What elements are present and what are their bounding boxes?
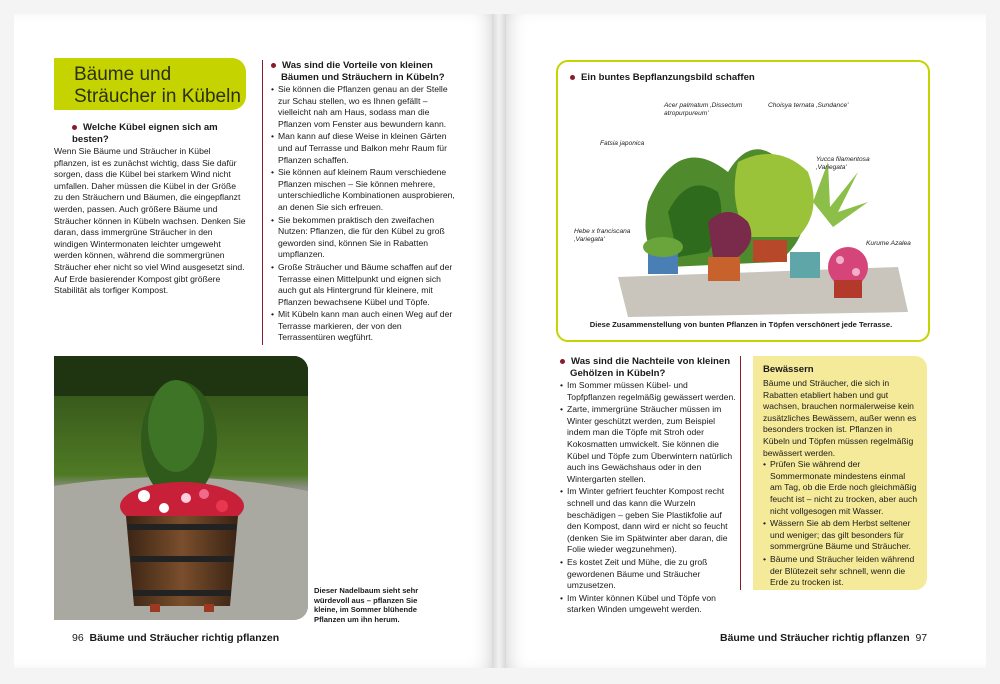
list-item: • Sie bekommen praktisch den zweifachen Nutzen: Pflanzen, die für den Kübel zu groß geworden sind, können Sie in Rabatten umpflanzen. xyxy=(271,215,457,261)
left-column-1 xyxy=(54,122,246,297)
right-column-2 xyxy=(740,356,929,590)
watering-title: Bewässern xyxy=(763,364,814,375)
label-hebe: Hebe x franciscana ‚Variegata' xyxy=(574,228,631,243)
question-heading-2: Was sind die Vorteile von kleinen Bäumen und Sträuchern in Kübeln? xyxy=(271,60,457,84)
chapter-title: Bäume und Sträucher in Kübeln xyxy=(74,64,241,107)
running-title-left: Bäume und Sträucher richtig pflanzen xyxy=(89,632,280,644)
list-item: • Bäume und Sträucher leiden während der Blütezeit sehr schnell, wenn die Erde zu trocken ist. xyxy=(763,554,919,589)
list-item: • Sie können die Pflanzen genau an der Stelle zur Schau stellen, wo es Ihnen gefällt – vielleicht nah am Haus, sodass man die Pflanzen vom Fenster aus bewundern kann. xyxy=(271,84,457,130)
left-column-2 xyxy=(262,60,457,345)
list-item: • Mit Kübeln kann man auch einen Weg auf der Terrasse markieren, der von den Terrassentüren wegführt. xyxy=(271,309,457,344)
conifer-barrel-photo xyxy=(54,356,308,620)
right-column-1 xyxy=(560,356,736,617)
footer-right xyxy=(720,632,927,644)
watering-info-box xyxy=(753,356,927,590)
page-number-right: 97 xyxy=(915,632,928,644)
watering-list xyxy=(763,459,919,589)
label-fatsia: Fatsia japonica xyxy=(600,140,645,147)
list-item: • Im Winter gefriert feuchter Kompost recht schnell und das kann die Wurzeln beschädigen – geben Sie Plastikfolie auf den Kompost, dann wird er nicht so feucht (denken Sie im Spätwinter aber daran, die Folie wieder wegzunehmen). xyxy=(560,486,736,556)
illustration-title: Ein buntes Bepflanzungsbild schaffen xyxy=(570,72,755,84)
footer-left xyxy=(72,632,279,644)
watering-text: Bäume und Sträucher, die sich in Rabatten etabliert haben und gut wachsen, brauchen normalerweise kein zusätzliches Bewässern, außer wenn es besonders trocken ist. Pflanzen in Kübeln und Töpfen müssen regelmäßig bewässert werden. xyxy=(763,378,917,458)
book-gutter xyxy=(492,14,506,668)
chapter-title-box xyxy=(54,58,246,110)
question-heading-3: Was sind die Nachteile von kleinen Gehölzen in Kübeln? xyxy=(560,356,736,380)
label-yucca: Yucca filamentosa ‚Variegata' xyxy=(816,156,870,171)
list-item: • Sie können auf kleinem Raum verschiedene Pflanzen mischen – Sie können mehrere, unterschiedliche Kombinationen ausprobieren, an denen Sie sich erfreuen. xyxy=(271,167,457,213)
bullet-dot-icon xyxy=(271,63,276,68)
list-item: • Man kann auf diese Weise in kleinen Gärten und auf Terrasse und Balkon mehr Raum für Pflanzen schaffen. xyxy=(271,131,457,166)
bullet-dot-icon xyxy=(72,125,77,130)
list-item: • Große Sträucher und Bäume schaffen auf der Terrasse einen Mittelpunkt und eignen sich auch gut als Hintergrund für kleinere, mit Pflanzen bewachsene Kübel und Töpfe. xyxy=(271,262,457,308)
list-item: • Im Winter können Kübel und Töpfe von starken Winden umgeweht werden. xyxy=(560,593,736,616)
conifer-photo-image xyxy=(54,356,308,620)
label-choisya: Choisya ternata ‚Sundance' xyxy=(768,102,849,109)
page-number-left: 96 xyxy=(72,632,84,644)
label-azalea: Kurume Azalea xyxy=(866,240,911,247)
label-acer: Acer palmatum ‚Dissectum atropurpureum' xyxy=(664,102,743,117)
running-title-right: Bäume und Sträucher richtig pflanzen xyxy=(720,632,910,644)
section1-text: Wenn Sie Bäume und Sträucher in Kübel pflanzen, ist es zunächst wichtig, dass Sie dafür sorgen, dass die Kübel bei starkem Wind nicht umfallen. Daher müssen die Kübel in der Größe zu den Sträuchern und Bäumen, die eingepflanzt werden, passen. Auch größere Bäume und Sträucher können in Kübeln wachsen. Denken Sie daran, dass immergrüne Sträucher in den windigen Wintermonaten leichter umgeweht werden können, während die sommergrünen Sträucher eher nicht so viel Wind ausgesetzt sind. Auf Erde basierender Kompost gibt größere Stabilität als torfiger Kompost. xyxy=(54,146,246,296)
question-heading-1: Welche Kübel eignen sich am besten? xyxy=(72,122,218,145)
list-item: • Wässern Sie ab dem Herbst seltener und weniger; das gilt besonders für sommergrüne Bäume und Sträucher. xyxy=(763,518,919,553)
bullet-dot-icon xyxy=(560,359,565,364)
disadvantages-list xyxy=(560,380,736,616)
list-item: • Im Sommer müssen Kübel- und Topfpflanzen regelmäßig gewässert werden. xyxy=(560,380,736,403)
photo-caption: Dieser Nadelbaum sieht sehr würdevoll aus – pflanzen Sie kleine, im Sommer blühende Pflanzen um ihn herum. xyxy=(314,586,419,624)
illustration-caption: Diese Zusammenstellung von bunten Pflanzen in Töpfen verschönert jede Terrasse. xyxy=(589,320,893,329)
list-item: • Zarte, immergrüne Sträucher müssen im Winter geschützt werden, zum Beispiel indem man die Töpfe mit Stroh oder Kokosmatten umwickelt. Sie können die Kübel und Töpfe zum Überwintern natürlich auch ins Gewächshaus oder in den Wintergarten stellen. xyxy=(560,404,736,485)
bullet-dot-icon xyxy=(570,75,575,80)
advantages-list xyxy=(271,84,457,344)
list-item: • Es kostet Zeit und Mühe, die zu groß gewordenen Bäume und Sträucher umzusetzen. xyxy=(560,557,736,592)
list-item: • Prüfen Sie während der Sommermonate mindestens einmal am Tag, ob die Erde noch gleichmäßig feucht ist – nicht zu trocken, aber auch nicht vollgesogen mit Wasser. xyxy=(763,459,919,517)
